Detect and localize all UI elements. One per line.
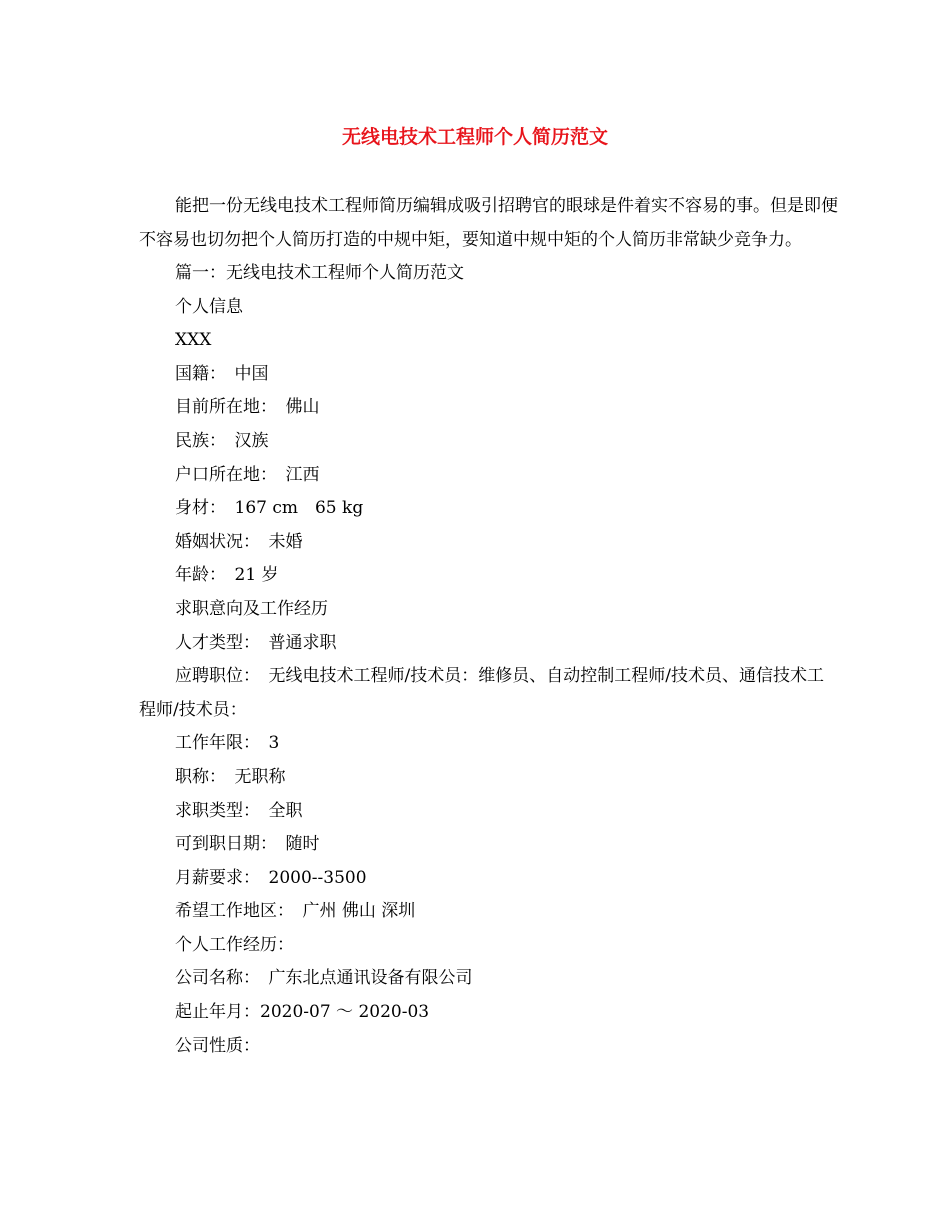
intro-paragraph: 能把一份无线电技术工程师简历编辑成吸引招聘官的眼球是件着实不容易的事。但是即便不容易也切勿把个人简历打造的中规中矩，要知道中规中矩的个人简历非常缺少竞争力。: [139, 196, 838, 250]
document-body: [139, 190, 839, 1063]
applied-position-line: 应聘职位： 无线电技术工程师/技术员：维修员、自动控制工程师/技术员、通信技术工程师/技术员：: [139, 666, 824, 720]
document-title: 无线电技术工程师个人简历范文: [341, 126, 608, 148]
household-registration-line: 户口所在地： 江西: [175, 464, 320, 485]
preferred-region-line: 希望工作地区： 广州 佛山 深圳: [175, 901, 416, 922]
ethnicity-line: 民族： 汉族: [175, 430, 269, 451]
salary-requirement-line: 月薪要求： 2000--3500: [175, 867, 367, 888]
section-heading-personal-info: 个人信息: [175, 296, 243, 317]
professional-title-line: 职称： 无职称: [175, 766, 286, 787]
job-type-line: 求职类型： 全职: [175, 800, 303, 821]
marital-status-line: 婚姻状况： 未婚: [175, 531, 303, 552]
company-name-line: 公司名称： 广东北点通讯设备有限公司: [175, 968, 473, 989]
employment-period-line: 起止年月：2020-07 ～ 2020-03: [175, 1002, 430, 1023]
name-line: XXX: [175, 330, 212, 351]
age-line: 年龄： 21 岁: [175, 565, 279, 586]
section-heading-chapter-one: 篇一：无线电技术工程师个人简历范文: [175, 263, 464, 283]
section-heading-job-intent: 求职意向及工作经历: [175, 598, 328, 619]
company-nature-line: 公司性质：: [175, 1035, 260, 1056]
work-years-line: 工作年限： 3: [175, 733, 280, 754]
talent-type-line: 人才类型： 普通求职: [175, 632, 337, 653]
body-stats-line: 身材： 167 cm 65 kg: [175, 498, 364, 519]
section-heading-work-experience: 个人工作经历：: [175, 934, 294, 955]
current-location-line: 目前所在地： 佛山: [175, 397, 320, 418]
available-date-line: 可到职日期： 随时: [175, 834, 320, 855]
nationality-line: 国籍： 中国: [175, 363, 269, 384]
